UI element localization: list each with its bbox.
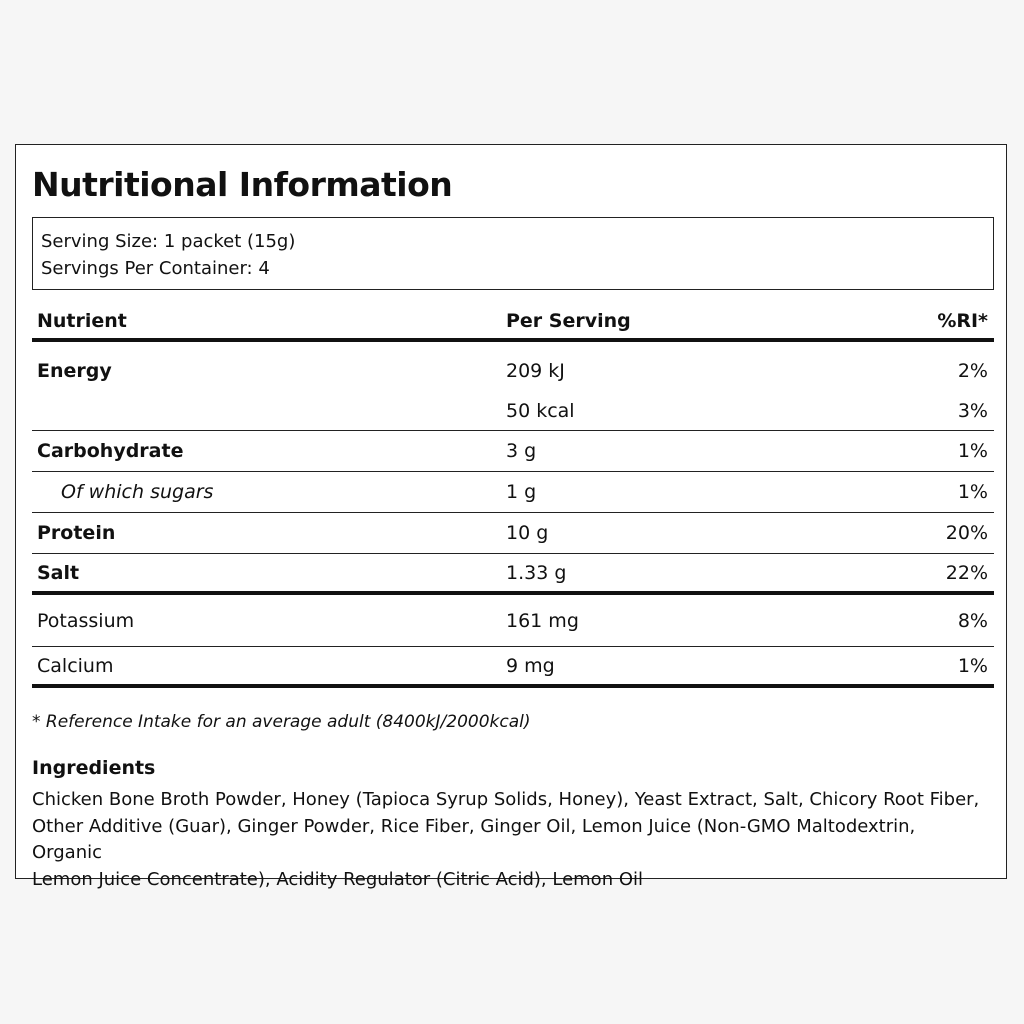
header-ri: %RI* [937, 309, 988, 332]
reference-intake-footnote: * Reference Intake for an average adult (8400kJ/2000kcal) [32, 712, 531, 732]
table-row-potassium [32, 595, 994, 647]
per-serving-value: 1 g [506, 481, 537, 503]
nutrition-table [32, 303, 994, 688]
ri-value: 22% [945, 561, 988, 584]
ingredients-line: Chicken Bone Broth Powder, Honey (Tapioca Syrup Solids, Honey), Yeast Extract, Salt, Chicory Root Fiber, [32, 789, 980, 810]
ri-value: 1% [957, 654, 988, 677]
nutrient-name: Protein [37, 522, 116, 544]
servings-per-container: Servings Per Container: 4 [41, 258, 270, 279]
ri-value: 3% [957, 400, 988, 422]
per-serving-value: 50 kcal [506, 400, 575, 422]
ingredients-list [32, 787, 987, 893]
header-nutrient: Nutrient [37, 309, 127, 332]
nutrient-name: Of which sugars [61, 481, 214, 503]
table-row-salt [32, 554, 994, 595]
serving-size: Serving Size: 1 packet (15g) [41, 231, 296, 252]
per-serving-value: 3 g [506, 440, 537, 462]
nutrition-label [15, 144, 1007, 890]
ingredients-line: Other Additive (Guar), Ginger Powder, Rice Fiber, Ginger Oil, Lemon Juice (Non-GMO Maltodextrin, Organic [32, 815, 916, 863]
ingredients-heading: Ingredients [32, 757, 156, 779]
ri-value: 2% [957, 360, 988, 382]
per-serving-value: 9 mg [506, 654, 555, 677]
per-serving-value: 1.33 g [506, 561, 567, 584]
nutrient-name: Energy [37, 360, 112, 382]
page-title: Nutritional Information [32, 165, 453, 204]
per-serving-value: 10 g [506, 522, 549, 544]
table-header [32, 303, 994, 342]
header-per-serving: Per Serving [506, 309, 631, 332]
table-row-protein [32, 513, 994, 554]
nutrient-name: Calcium [37, 654, 114, 677]
table-row-carbohydrate [32, 431, 994, 472]
nutrient-name: Salt [37, 561, 80, 584]
ingredients-line: Lemon Juice Concentrate), Acidity Regulator (Citric Acid), Lemon Oil [32, 868, 643, 890]
nutrient-name: Potassium [37, 609, 135, 632]
serving-info-box [32, 217, 994, 290]
table-row-sugars [32, 472, 994, 513]
ri-value: 8% [957, 609, 988, 632]
ri-value: 1% [957, 440, 988, 462]
table-row-calcium [32, 647, 994, 688]
table-row-energy-kcal [32, 392, 994, 431]
table-row-energy-kj [32, 342, 994, 392]
per-serving-value: 161 mg [506, 609, 579, 632]
ri-value: 1% [957, 481, 988, 503]
per-serving-value: 209 kJ [506, 360, 565, 382]
nutrient-name: Carbohydrate [37, 440, 184, 462]
ri-value: 20% [945, 522, 988, 544]
